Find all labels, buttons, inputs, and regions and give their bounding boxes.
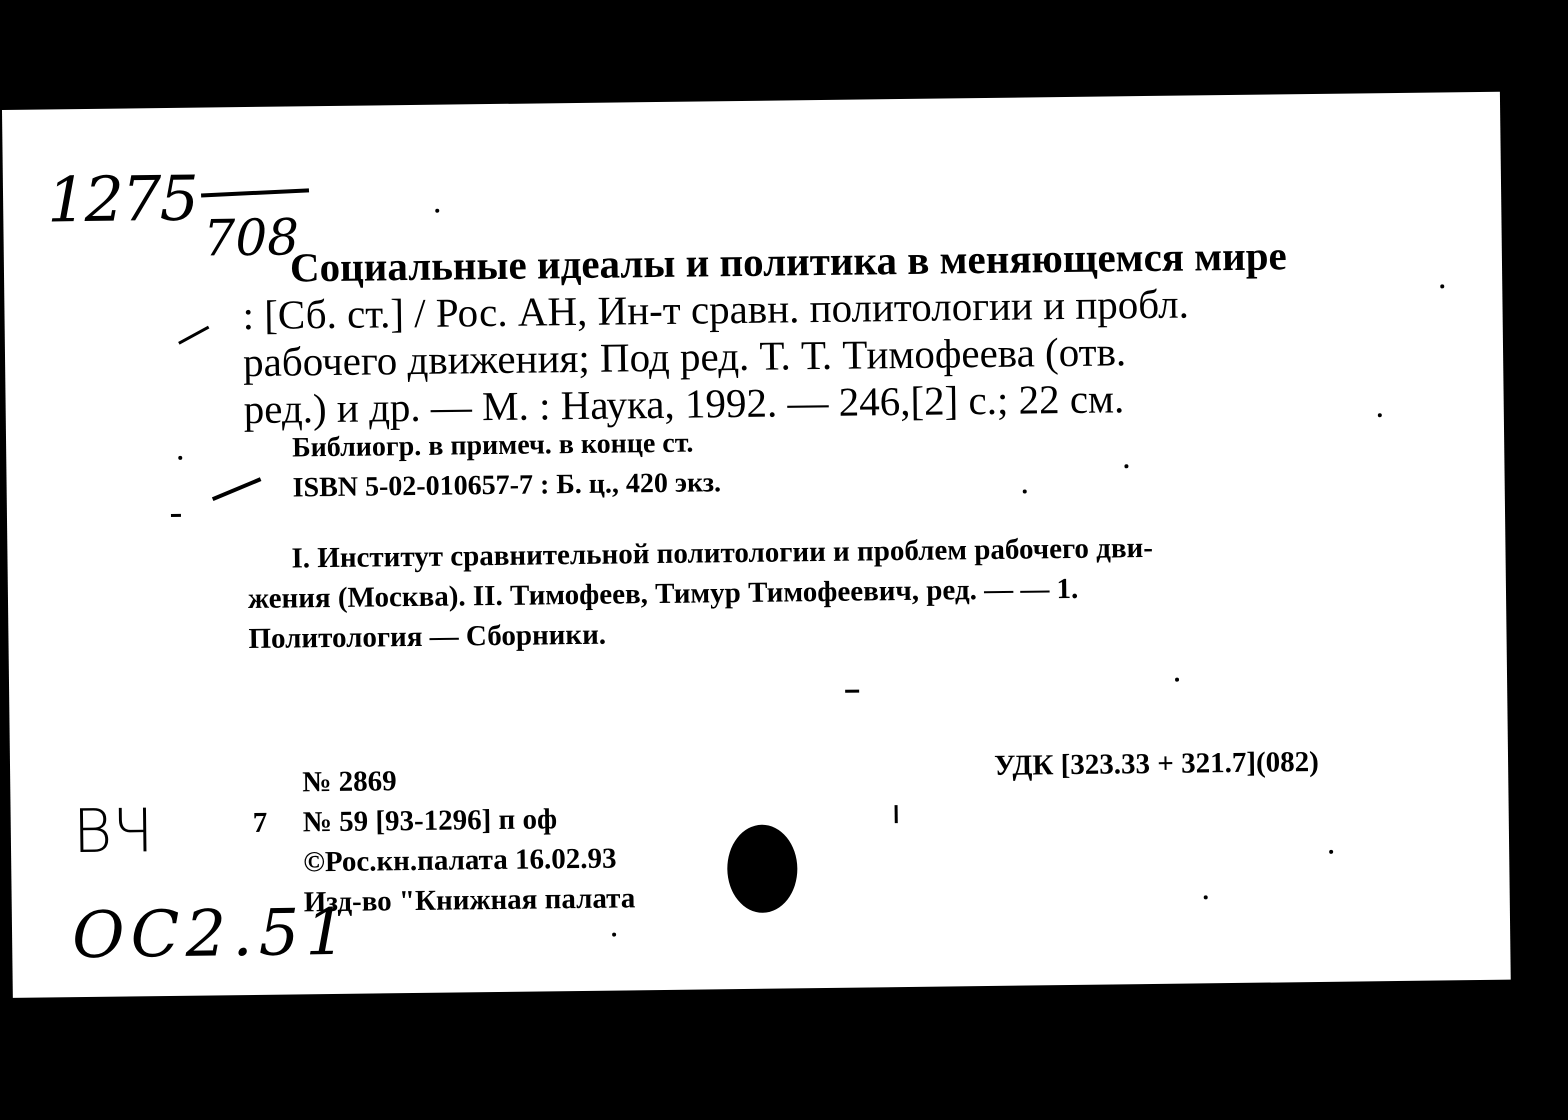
speck-9 [1204, 895, 1208, 899]
accession-fraction-bar [201, 188, 309, 197]
publisher-line: Изд-во "Книжная палата [303, 882, 636, 919]
card-number: № 2869 [302, 765, 397, 799]
pen-mark-4 [845, 690, 859, 693]
tracing-line-2: жения (Москва). II. Тимофеев, Тимур Тимофеевич, ред. — — 1. [247, 572, 1079, 616]
isbn-note: ISBN 5-02-010657-7 : Б. ц., 420 экз. [292, 467, 722, 504]
speck-7 [1175, 678, 1179, 682]
copyright-line: ©Рос.кн.палата 16.02.93 [303, 842, 617, 879]
tracing-line-3: Политология — Сборники. [248, 618, 607, 656]
bibliography-note: Библиогр. в примеч. в конце ст. [291, 427, 694, 464]
bibliographic-description [242, 231, 1392, 433]
speck-10 [612, 933, 616, 937]
pen-mark-2 [212, 477, 262, 501]
series-digit: 7 [252, 806, 268, 839]
pen-mark-5 [895, 805, 898, 823]
shelf-mark-top: ВЧ [72, 796, 154, 868]
speck-5 [178, 456, 182, 460]
book-title: Социальные идеалы и политика в меняющемся мире [289, 232, 1287, 291]
tracings [247, 525, 1398, 659]
speck-2 [1378, 413, 1382, 417]
description-line-3: ред.) и др. — М. : Наука, 1992. — 246,[2] с.; 22 см. [243, 375, 1125, 433]
accession-number: 1275 [46, 161, 198, 237]
speck-1 [435, 209, 439, 213]
description-line-1: : [Сб. ст.] / Рос. АН, Ин-т сравн. политологии и пробл. [242, 280, 1190, 339]
udk-classification: УДК [323.33 + 321.7](082) [993, 745, 1320, 782]
tracing-line-1: I. Институт сравнительной политологии и проблем рабочего дви- [291, 531, 1154, 575]
speck-4 [1124, 464, 1128, 468]
accession-sub-number: 708 [203, 208, 300, 268]
description-line-2: рабочего движения; Под ред. Т. Т. Тимофеева (отв. [242, 328, 1127, 386]
speck-6 [1440, 284, 1444, 288]
speck-8 [1329, 850, 1333, 854]
shelf-mark-bottom: ОС2.51 [71, 895, 353, 974]
registration-number: № 59 [93-1296] п оф [302, 803, 558, 839]
catalog-card [2, 92, 1511, 998]
pen-mark-1 [178, 326, 209, 345]
speck-3 [1023, 490, 1027, 494]
pen-mark-3 [171, 514, 181, 517]
punch-hole [727, 824, 798, 913]
